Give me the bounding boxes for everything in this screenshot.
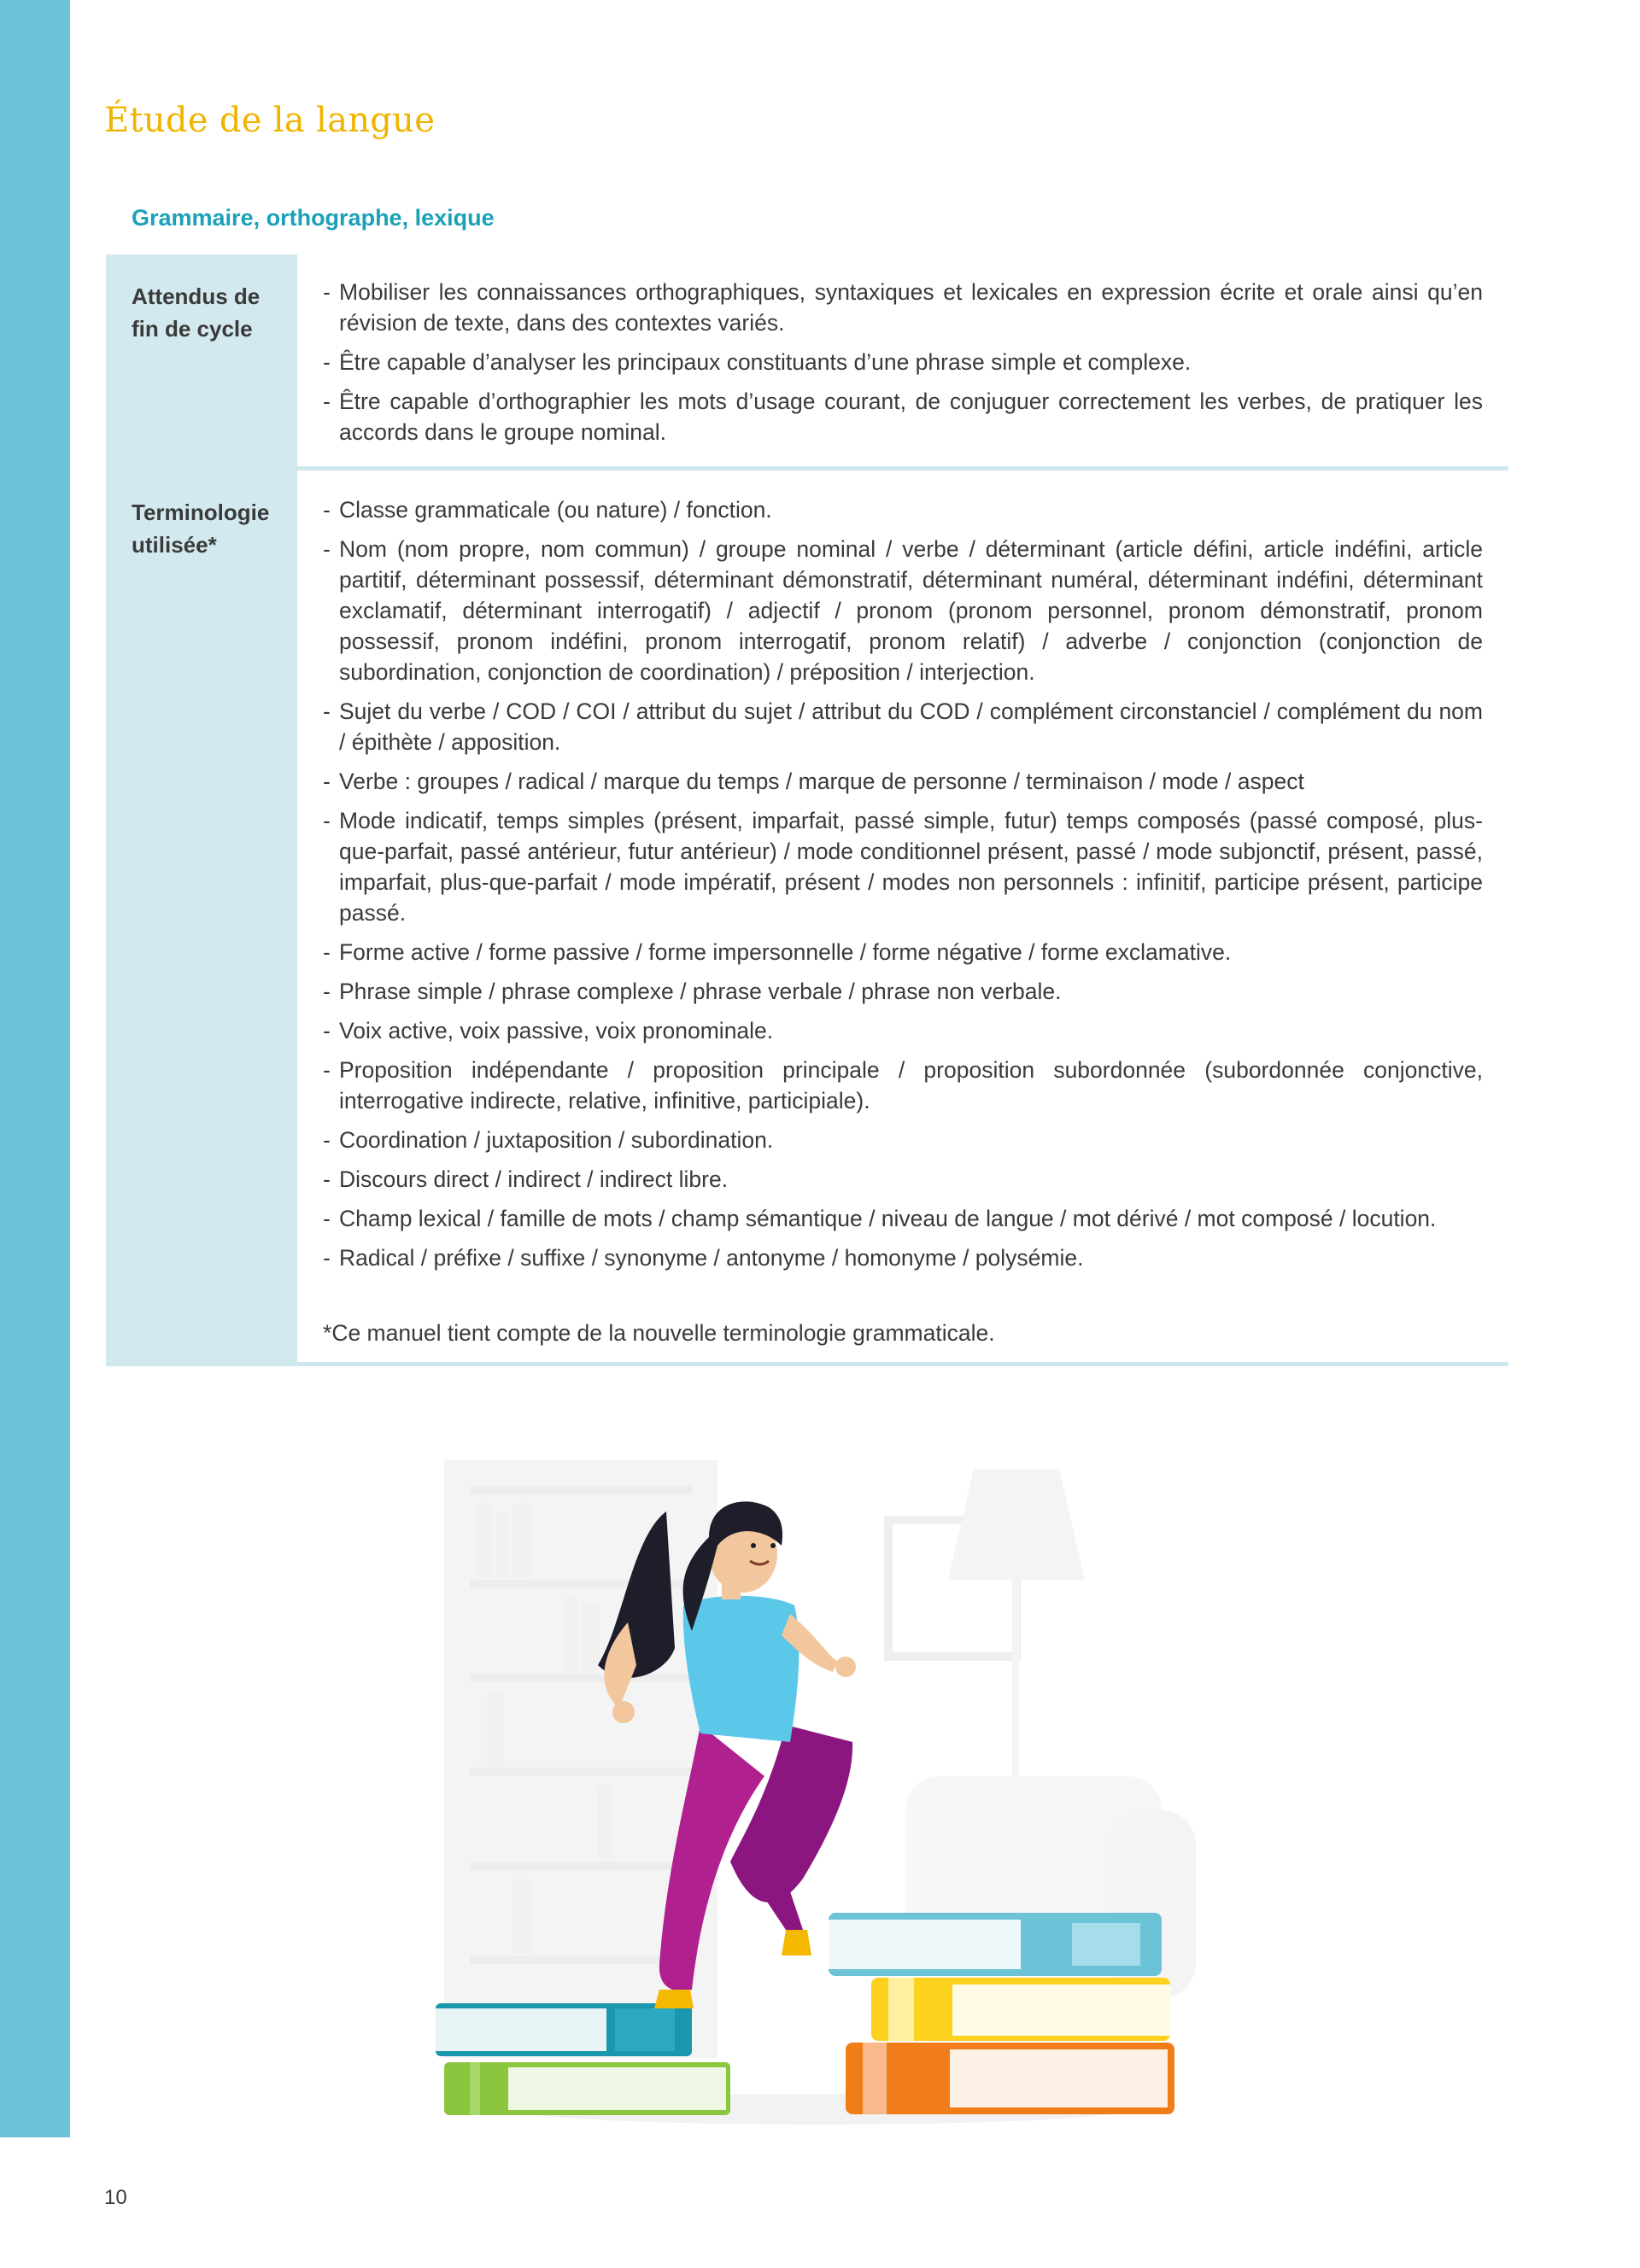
left-book-stack	[436, 2003, 730, 2115]
list-item: - Phrase simple / phrase complexe / phrase verbale / phrase non verbale.	[323, 976, 1483, 1007]
list-item: - Nom (nom propre, nom commun) / groupe nominal / verbe / déterminant (article défini, article indéfini, article partitif, déterminant possessif, déterminant démonstratif, déterminant numéral, déterminant indéfini, déterminant exclamatif, déterminant interrogatif) / adjectif / pronom (pronom personnel, pronom démonstratif, pronom possessif, pronom indéfini, pronom interrogatif, pronom relatif) / adverbe / conjonction (conjonction de subordination, conjonction de coordination) / préposition / interjection.	[323, 534, 1483, 687]
girl-climbing-books-illustration	[342, 1435, 1298, 2135]
list-item: - Champ lexical / famille de mots / champ sémantique / niveau de langue / mot dérivé / mot composé / locution.	[323, 1203, 1483, 1234]
list-item: - Radical / préfixe / suffixe / synonyme / antonyme / homonyme / polysémie.	[323, 1242, 1483, 1273]
subsection-title: Grammaire, orthographe, lexique	[132, 205, 495, 231]
table-row-attendus	[106, 254, 1508, 471]
list-item: - Verbe : groupes / radical / marque du temps / marque de personne / terminaison / mode / aspect	[323, 766, 1483, 797]
list-item: - Coordination / juxtaposition / subordination.	[323, 1125, 1483, 1155]
page-number: 10	[104, 2186, 127, 2209]
list-item: - Forme active / forme passive / forme impersonnelle / forme négative / forme exclamative.	[323, 937, 1483, 967]
list-item: - Voix active, voix passive, voix pronominale.	[323, 1015, 1483, 1046]
list-item: - Proposition indépendante / proposition principale / proposition subordonnée (subordonnée conjonctive, interrogative indirecte, relative, infinitive, participiale).	[323, 1055, 1483, 1116]
list-item: - Mode indicatif, temps simples (présent, imparfait, passé simple, futur) temps composés (passé composé, plus-que-parfait, passé antérieur, futur antérieur) / mode conditionnel présent, passé / mode subjonctif, présent, passé, imparfait, plus-que-parfait / mode impératif, présent / modes non personnels : infinitif, participe présent, participe passé.	[323, 805, 1483, 928]
section-title: Étude de la langue	[104, 101, 436, 140]
expectations-list	[323, 277, 1483, 447]
row-label: Terminologie utilisée*	[106, 471, 297, 1362]
footnote: *Ce manuel tient compte de la nouvelle terminologie grammaticale.	[323, 1320, 995, 1346]
terminology-list	[323, 494, 1483, 1273]
table-row-terminologie	[106, 471, 1508, 1366]
list-item: - Sujet du verbe / COD / COI / attribut du sujet / attribut du COD / complément circonstanciel / complément du nom / épithète / apposition.	[323, 696, 1483, 757]
list-item: - Mobiliser les connaissances orthographiques, syntaxiques et lexicales en expression écrite et orale ainsi qu’en révision de texte, dans des contextes variés.	[323, 277, 1483, 338]
right-book-stack	[829, 1913, 1174, 2114]
list-item: - Classe grammaticale (ou nature) / fonction.	[323, 494, 1483, 525]
row-label: Attendus de fin de cycle	[106, 254, 297, 466]
curriculum-table	[106, 254, 1508, 1366]
row-body	[297, 471, 1508, 1362]
list-item: - Être capable d’orthographier les mots d’usage courant, de conjuguer correctement les verbes, de pratiquer les accords dans le groupe nominal.	[323, 386, 1483, 447]
row-body	[297, 254, 1508, 466]
list-item: - Être capable d’analyser les principaux constituants d’une phrase simple et complexe.	[323, 347, 1483, 377]
side-color-bar	[0, 0, 70, 2137]
list-item: - Discours direct / indirect / indirect libre.	[323, 1164, 1483, 1195]
